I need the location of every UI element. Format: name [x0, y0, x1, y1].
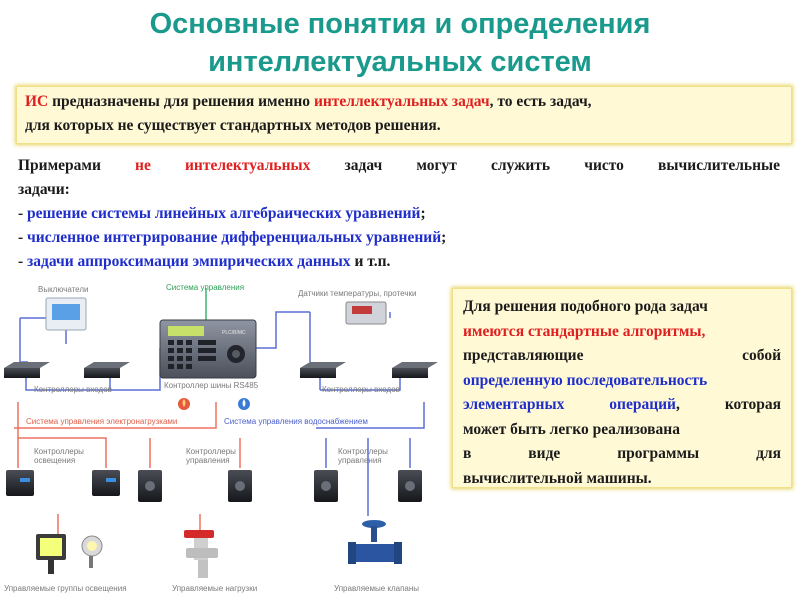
management-controller-icon — [398, 470, 422, 502]
management-controller-icon — [138, 470, 162, 502]
note-line-4: определенную последовательность — [463, 371, 708, 389]
examples-item-text: численное интегрирование дифференциальных уравнений — [27, 229, 442, 246]
label-mgmt-ctrl2-1: Контроллеры — [338, 447, 388, 456]
note-line-6: может быть легко реализована — [463, 420, 680, 438]
definition-text-a: предназначены для решения именно — [52, 93, 311, 110]
input-controller-icon — [84, 362, 130, 378]
note-line-2: имеются стандартные алгоритмы, — [463, 322, 706, 340]
examples-dash: - — [18, 205, 24, 222]
definition-box — [16, 86, 792, 144]
label-sys-electro: Система управления электронагрузками — [26, 417, 178, 426]
water-drop-icon — [238, 398, 250, 410]
definition-line-2: для которых не существует стандартных методов решения. — [25, 117, 441, 134]
examples-item-suffix: и т.п. — [350, 253, 391, 270]
label-mgmt-ctrl-2: управления — [186, 456, 230, 465]
examples-block — [18, 154, 780, 274]
bus-controller-icon — [160, 320, 256, 378]
water-valve-icon — [348, 520, 402, 564]
note-line-5b: , которая — [676, 396, 782, 413]
label-mgmt-ctrl-1: Контроллеры — [186, 447, 236, 456]
label-input-ctrl-left: Контроллеры входов — [34, 385, 112, 394]
light-controller-icon — [92, 470, 120, 496]
sensor-panel-icon — [346, 302, 386, 324]
floodlight-icon — [36, 534, 66, 574]
red-line-down — [58, 514, 200, 534]
examples-item-text: задачи аппроксимации эмпирических данных — [27, 253, 351, 270]
note-line-7b: программы — [617, 445, 700, 462]
examples-lead-neg: не интелектуальных — [135, 157, 311, 174]
note-line-3b: собой — [742, 347, 781, 364]
input-controller-icon — [300, 362, 346, 378]
examples-item-suffix: ; — [420, 205, 426, 222]
definition-text-b: , то есть задач, — [489, 93, 592, 110]
examples-item — [18, 226, 780, 250]
examples-item — [18, 250, 780, 274]
examples-item — [18, 202, 780, 226]
examples-lead-b: задач могут служить чисто вычислительные — [344, 157, 781, 174]
note-line-3a: представляющие — [463, 347, 584, 364]
label-group-loads: Управляемые нагрузки — [172, 584, 258, 593]
note-line-7a: в виде — [463, 445, 561, 462]
label-group-valves: Управляемые клапаны — [334, 584, 420, 593]
definition-term: ИС — [25, 93, 49, 110]
note-line-1: Для решения подобного рода задач — [463, 298, 708, 315]
switch-panel-icon — [46, 298, 86, 330]
note-box — [452, 288, 792, 488]
label-mgmt-ctrl2-2: управления — [338, 456, 382, 465]
spotlight-icon — [82, 536, 102, 568]
label-light-ctrl-1: Контроллеры — [34, 447, 84, 456]
examples-lead-a: Примерами — [18, 157, 101, 174]
examples-lead-line-1 — [18, 154, 780, 178]
examples-item-text: решение системы линейных алгебраических уравнений — [27, 205, 421, 222]
fire-icon — [178, 398, 190, 410]
note-line-5 — [463, 393, 781, 418]
examples-dash: - — [18, 253, 24, 270]
note-line-8: вычислительной машины. — [463, 469, 652, 487]
management-controller-icon — [228, 470, 252, 502]
note-line-5a: элементарных операций — [463, 396, 676, 413]
label-switches: Выключатели — [38, 285, 89, 294]
label-temp-sensors: Датчики температуры, протечки — [298, 289, 417, 298]
examples-dash: - — [18, 229, 24, 246]
title-line-2: интеллектуальных систем — [208, 46, 592, 78]
label-light-ctrl-2: освещения — [34, 456, 76, 465]
definition-highlight: интеллектуальных задач — [313, 93, 490, 110]
light-controller-icon — [6, 470, 34, 496]
label-group-light: Управляемые группы освещения — [4, 584, 127, 593]
definition-line-1 — [25, 90, 783, 114]
examples-item-suffix: ; — [441, 229, 447, 246]
note-line-3 — [463, 344, 781, 369]
label-input-ctrl-right: Контроллеры входов — [322, 385, 400, 394]
label-bus-ctrl: Контроллер шины RS485 — [164, 381, 259, 390]
note-line-7c: для — [756, 445, 781, 462]
label-sys-water: Система управления водоснабжением — [224, 417, 368, 426]
examples-lead-line-2: задачи: — [18, 181, 70, 198]
input-controller-icon — [392, 362, 438, 378]
input-controller-icon — [4, 362, 50, 378]
load-valve-icon — [184, 530, 218, 578]
title-line-1: Основные понятия и определения — [149, 8, 651, 40]
label-control-system: Система управления — [166, 283, 245, 292]
note-line-7 — [463, 442, 781, 467]
control-system-diagram — [0, 278, 440, 600]
management-controller-icon — [314, 470, 338, 502]
panel-brand: PLC/B/MC — [222, 330, 246, 336]
